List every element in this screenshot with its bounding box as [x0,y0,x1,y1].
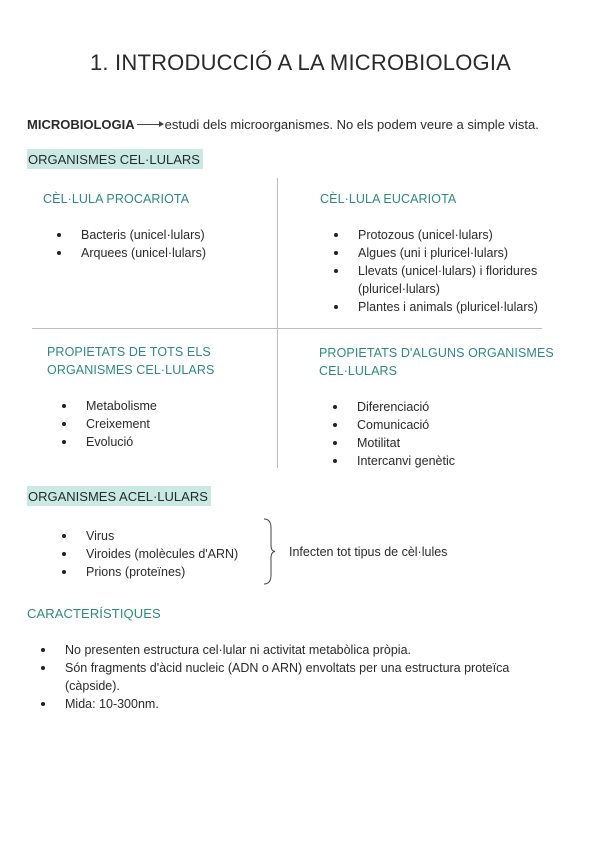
all-props-list [58,397,157,451]
brace-note: Infecten tot tipus de cèl·lules [289,545,448,559]
list-item: Protozous (unicel·lulars) [330,226,538,244]
list-item: Motilitat [329,434,455,452]
page-title: 1. INTRODUCCIÓ A LA MICROBIOLOGIA [89,50,512,75]
prokaryote-list [53,226,206,262]
list-item: Mida: 10-300nm. [37,695,509,713]
some-props-list [329,398,455,470]
list-item: Llevats (unicel·lulars) i floridures (pluricel·lulars) [330,262,538,298]
list-item: Virus [58,527,238,545]
acellular-heading: ORGANISMES ACEL·LULARS [27,488,211,506]
list-item: Comunicació [329,416,455,434]
list-item: No presenten estructura cel·lular ni activitat metabòlica pròpia. [37,641,509,659]
list-item: Evolució [58,433,157,451]
intro-definition [27,117,539,132]
eukaryote-list [330,226,538,316]
vertical-divider [277,178,278,468]
prokaryote-title: CÈL·LULA PROCARIOTA [43,192,190,206]
list-item: Algues (uni i pluricel·lulars) [330,244,538,262]
list-item: Diferenciació [329,398,455,416]
arrow-icon [137,124,163,125]
horizontal-divider [32,328,542,329]
list-item: Creixement [58,415,157,433]
eukaryote-title: CÈL·LULA EUCARIOTA [320,192,457,206]
list-item: Arquees (unicel·lulars) [53,244,206,262]
list-item: Metabolisme [58,397,157,415]
characteristics-list [37,641,509,713]
list-item: Prions (proteïnes) [58,563,238,581]
intro-text: estudi dels microorganismes. No els podem veure a simple vista. [164,117,539,132]
list-item: Bacteris (unicel·lulars) [53,226,206,244]
some-props-title: PROPIETATS D'ALGUNS ORGANISMES CEL·LULARS [319,346,554,378]
list-item: Intercanvi genètic [329,452,455,470]
acellular-list [58,527,238,581]
all-props-title: PROPIETATS DE TOTS ELS ORGANISMES CEL·LULARS [47,345,215,377]
list-item: Són fragments d'àcid nucleic (ADN o ARN) envoltats per una estructura proteïca (càpside). [37,659,509,695]
characteristics-title: CARACTERÍSTIQUES [27,606,161,621]
list-item: Plantes i animals (pluricel·lulars) [330,298,538,316]
intro-term: MICROBIOLOGIA [27,117,135,132]
cellular-heading: ORGANISMES CEL·LULARS [27,151,203,169]
list-item: Viroides (molècules d'ARN) [58,545,238,563]
curly-brace-icon [263,518,275,585]
